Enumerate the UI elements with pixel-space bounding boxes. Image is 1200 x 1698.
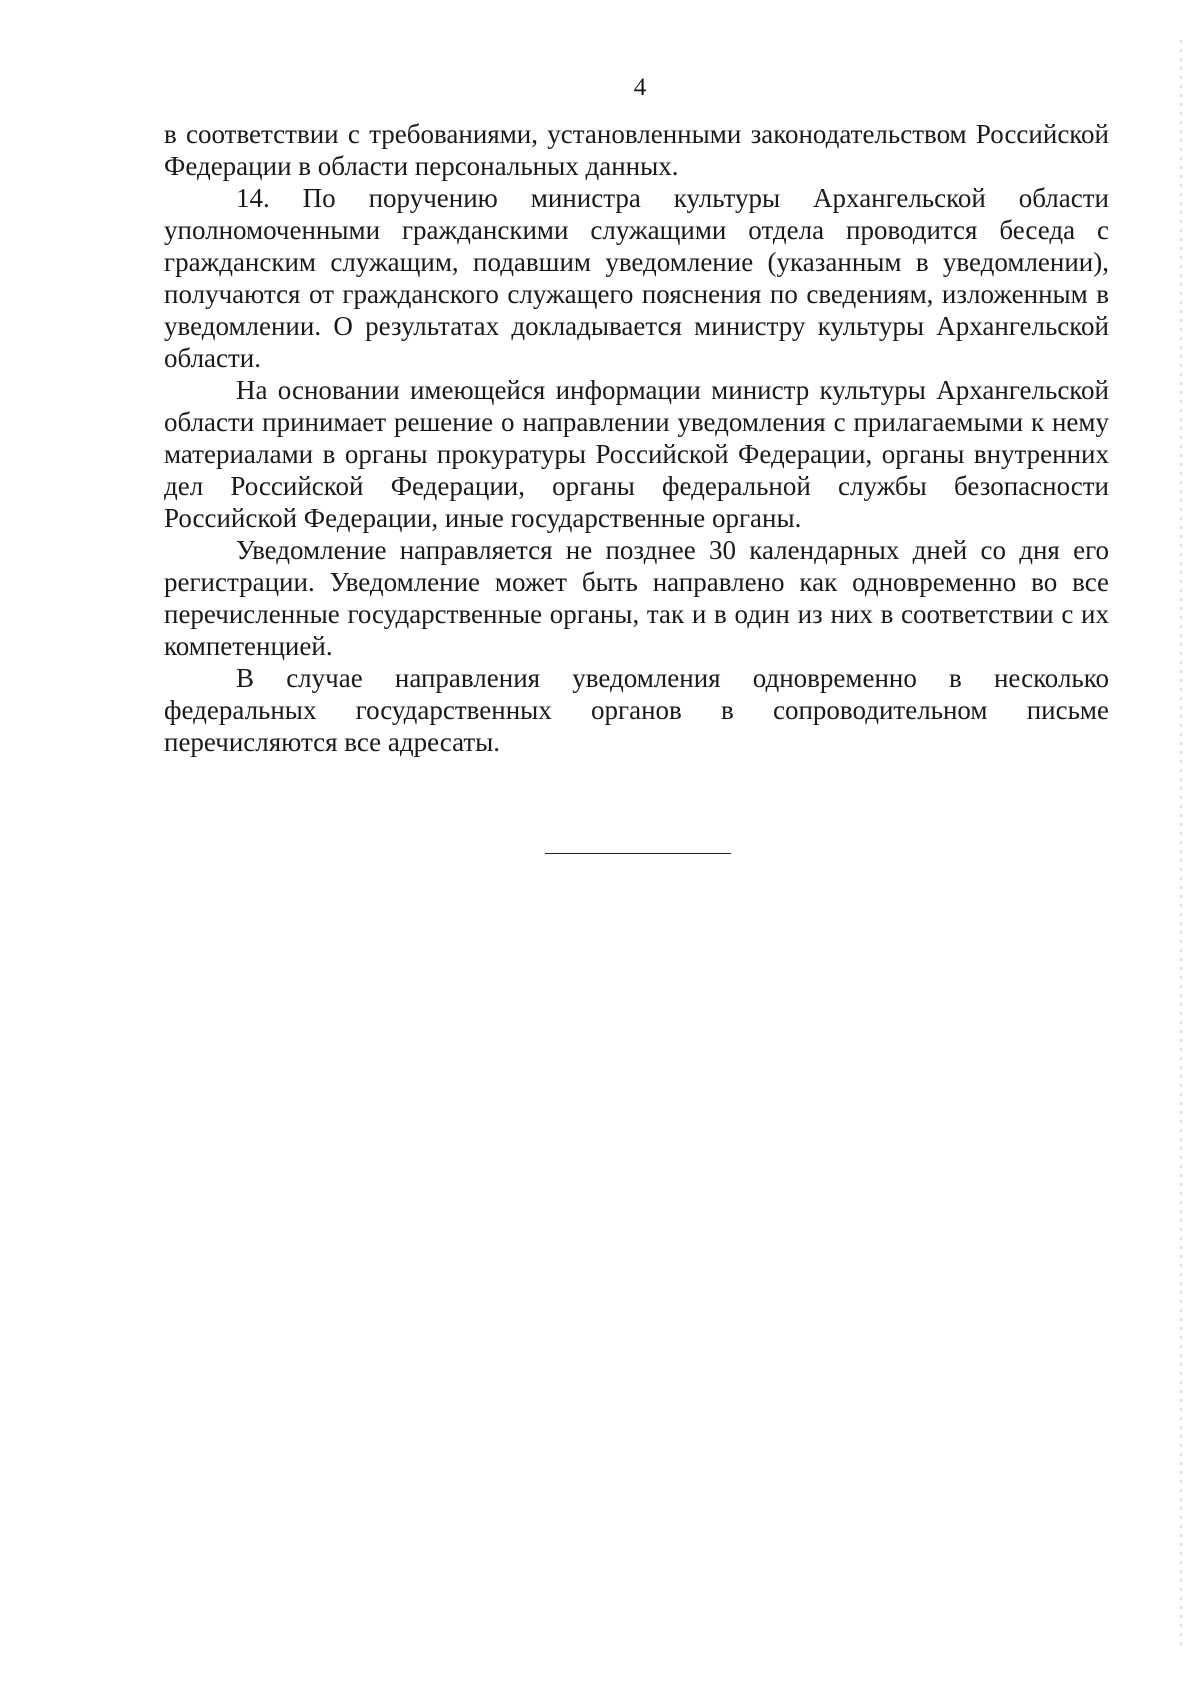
- scan-edge-artifact: [1180, 40, 1182, 1650]
- paragraph-item-14: 14. По поручению министра культуры Архангельской области уполномоченными гражданскими служащими отдела проводится беседа с гражданским служащим, подавшим уведомление (указанным в уведомлении), получаются от гражданского служащего пояснения по сведениям, изложенным в уведомлении. О результатах докладывается министру культуры Архангельской области.: [164, 183, 1109, 373]
- page-number: 4: [633, 74, 647, 101]
- end-separator-line: [545, 853, 731, 854]
- paragraph-cover-letter: В случае направления уведомления одновременно в несколько федеральных государственных органов в сопроводительном письме перечисляются все адресаты.: [164, 663, 1109, 757]
- paragraph-minister-decision: На основании имеющейся информации министр культуры Архангельской области принимает решение о направлении уведомления с прилагаемыми к нему материалами в органы прокуратуры Российской Федерации, органы внутренних дел Российской Федерации, органы федеральной службы безопасности Российской Федерации, иные государственные органы.: [164, 375, 1109, 533]
- document-body: [164, 118, 1109, 758]
- paragraph-notification-deadline: Уведомление направляется не позднее 30 календарных дней со дня его регистрации. Уведомление может быть направлено как одновременно во все перечисленные государственные органы, так и в один из них в соответствии с их компетенцией.: [164, 535, 1109, 661]
- paragraph-continuation: в соответствии с требованиями, установленными законодательством Российской Федерации в области персональных данных.: [164, 119, 1109, 181]
